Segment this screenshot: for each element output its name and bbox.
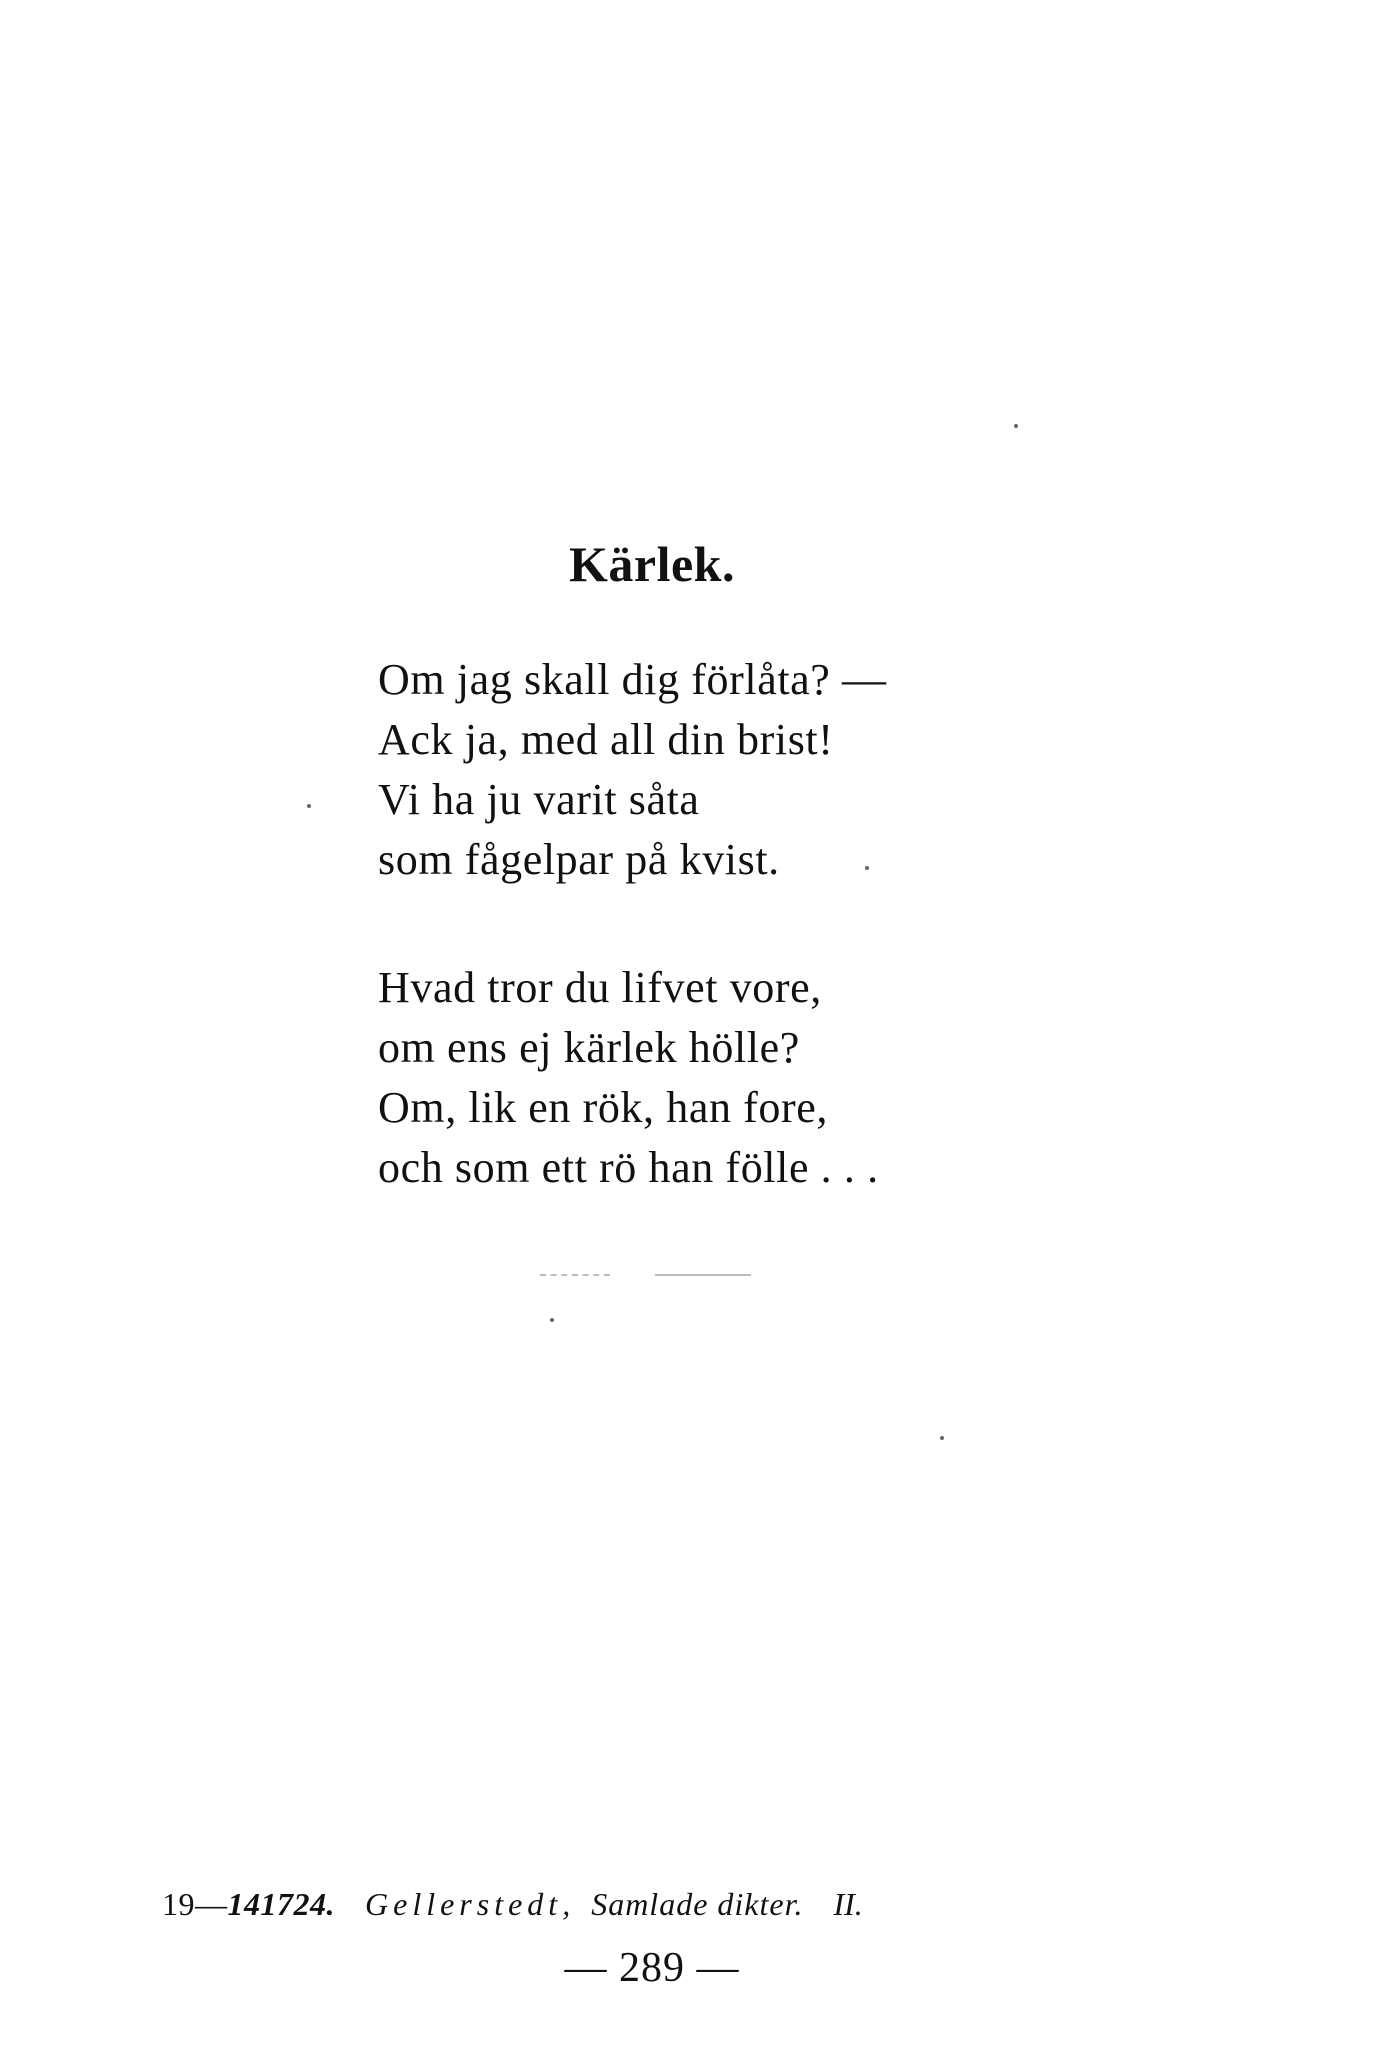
print-speck bbox=[307, 804, 311, 808]
poem-line: Vi ha ju varit såta bbox=[378, 775, 700, 824]
poem-line: Om jag skall dig förlåta? — bbox=[378, 655, 887, 704]
poem-line: om ens ej kärlek hölle? bbox=[378, 1023, 800, 1072]
stanza bbox=[378, 650, 998, 890]
poem-line: Hvad tror du lifvet vore, bbox=[378, 963, 822, 1012]
signature-work: Samlade dikter. bbox=[591, 1886, 804, 1922]
signature-author: Gellerstedt, bbox=[365, 1886, 576, 1922]
end-separator bbox=[655, 1274, 751, 1276]
poem-body bbox=[378, 650, 998, 1266]
signature-code: 141724. bbox=[227, 1886, 335, 1922]
poem-line: Ack ja, med all din brist! bbox=[378, 715, 834, 764]
poem-title: Kärlek. bbox=[569, 536, 735, 592]
poem-line: Om, lik en rök, han fore, bbox=[378, 1083, 828, 1132]
signature-volume: II. bbox=[833, 1886, 863, 1922]
poem-line: och som ett rö han fölle . . . bbox=[378, 1143, 879, 1192]
end-separator bbox=[540, 1274, 610, 1276]
stanza bbox=[378, 958, 998, 1198]
print-speck bbox=[1014, 424, 1018, 428]
print-speck bbox=[550, 1318, 554, 1322]
print-speck bbox=[940, 1436, 944, 1440]
print-speck bbox=[865, 866, 869, 870]
poem-line: som fågelpar på kvist. bbox=[378, 835, 780, 884]
page-number: — 289 — bbox=[564, 1945, 740, 1991]
signature-prefix: 19— bbox=[162, 1886, 228, 1922]
printer-signature bbox=[162, 1886, 863, 1923]
